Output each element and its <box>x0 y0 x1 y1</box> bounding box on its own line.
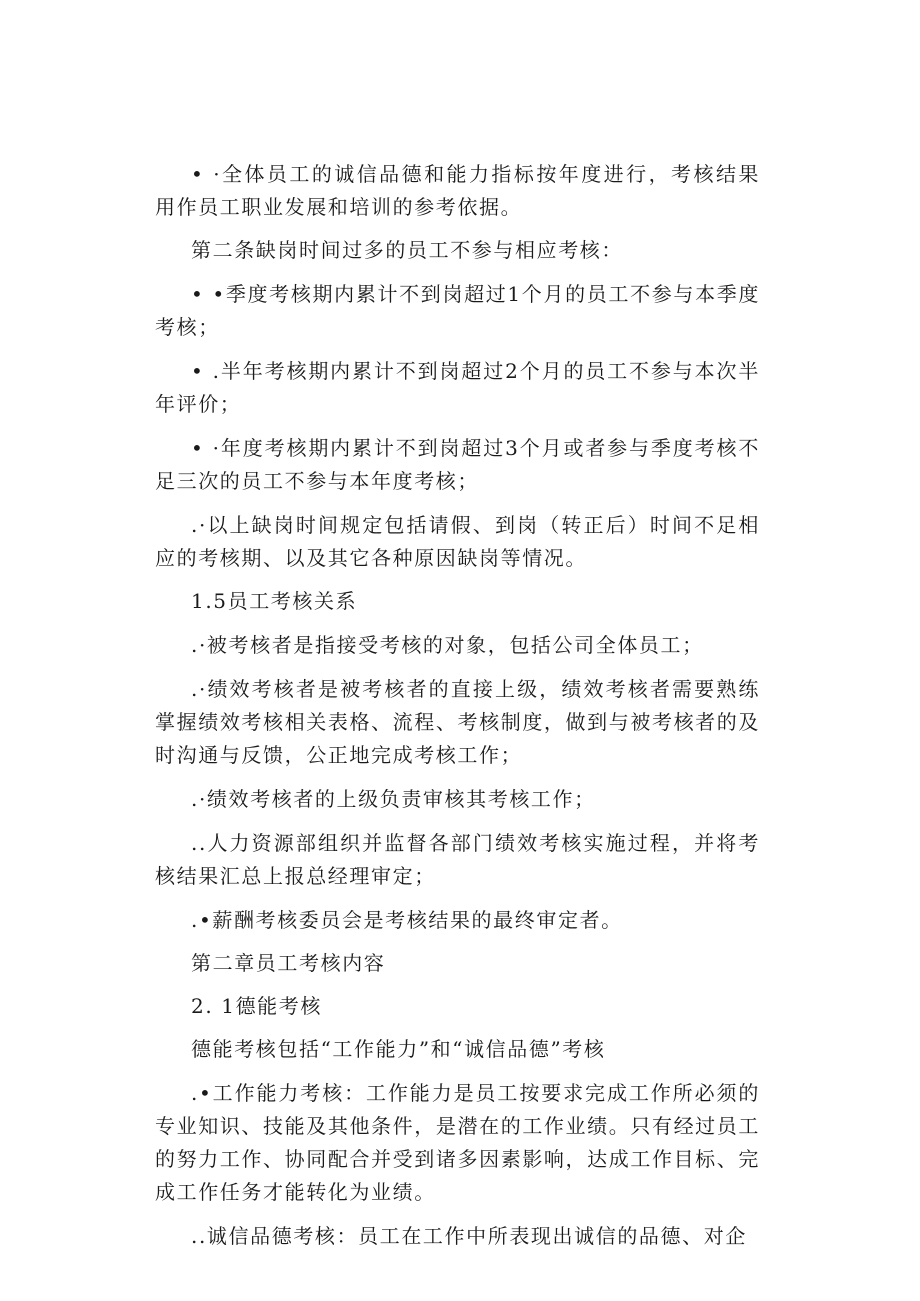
paragraph-work-ability: .•工作能力考核：工作能力是员工按要求完成工作所必须的专业知识、技能及其他条件，是潜在的工作业绩。只有经过员工的努力工作、协同配合并受到诸多因素影响，达成工作目标、完成工作任务才能转化为业绩。 <box>155 1081 760 1204</box>
document-body <box>155 158 760 1253</box>
paragraph-assessor: .·绩效考核者是被考核者的直接上级，绩效考核者需要熟练掌握绩效考核相关表格、流程、考核制度，做到与被考核者的及时沟通与反馈，公正地完成考核工作； <box>155 677 760 767</box>
paragraph-halfyear-absence: • .半年考核期内累计不到岗超过2个月的员工不参与本次半年评价； <box>155 359 760 416</box>
paragraph-assessor-supervisor: .·绩效考核者的上级负责审核其考核工作； <box>191 787 596 811</box>
article-two-heading: 第二条缺岗时间过多的员工不参与相应考核： <box>191 238 623 262</box>
paragraph-ability-intro: 德能考核包括“工作能力”和“诚信品德”考核 <box>191 1037 606 1061</box>
paragraph-integrity: ..诚信品德考核：员工在工作中所表现出诚信的品德、对企 <box>191 1224 747 1248</box>
paragraph-hr-department: ..人力资源部组织并监督各部门绩效考核实施过程，并将考核结果汇总上报总经理审定； <box>155 831 760 888</box>
paragraph-annual-assessment: • ·全体员工的诚信品德和能力指标按年度进行，考核结果用作员工职业发展和培训的参考依据。 <box>155 162 760 219</box>
section-heading-1-5: 1.5员工考核关系 <box>191 589 358 613</box>
paragraph-annual-absence: • ·年度考核期内累计不到岗超过3个月或者参与季度考核不足三次的员工不参与本年度考核； <box>155 436 760 493</box>
section-heading-2-1: 2. 1德能考核 <box>191 994 322 1018</box>
paragraph-absence-definition: .·以上缺岗时间规定包括请假、到岗（转正后）时间不足相应的考核期、以及其它各种原因缺岗等情况。 <box>155 513 760 570</box>
paragraph-quarterly-absence: • •季度考核期内累计不到岗超过1个月的员工不参与本季度考核； <box>155 282 760 339</box>
paragraph-assessee: .·被考核者是指接受考核的对象，包括公司全体员工； <box>191 633 704 657</box>
chapter-two-heading: 第二章员工考核内容 <box>191 951 386 975</box>
paragraph-compensation-committee: .•薪酬考核委员会是考核结果的最终审定者。 <box>191 908 623 932</box>
